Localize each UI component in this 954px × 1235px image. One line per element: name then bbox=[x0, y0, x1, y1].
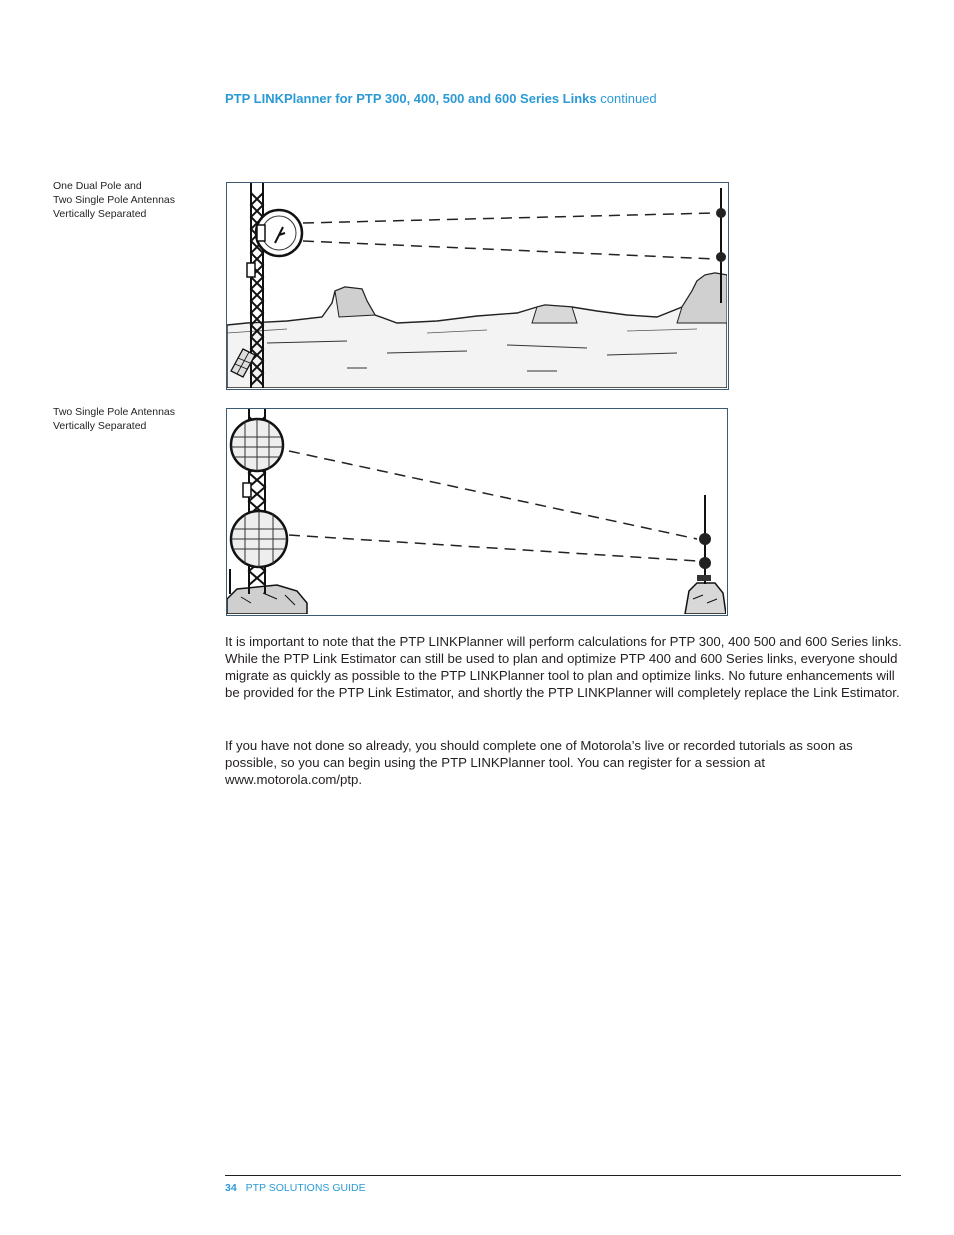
body-paragraph-2: If you have not done so already, you should complete one of Motorola’s live or recorded tutorials as soon as possible, so you can begin using the PTP LINKPlanner tool. You can register for a session at www.motorola.com/ptp. bbox=[225, 738, 853, 787]
page-footer bbox=[225, 1182, 366, 1194]
header-continued: continued bbox=[600, 91, 657, 106]
figure1-caption-line: Two Single Pole Antennas bbox=[53, 194, 176, 206]
footer-divider bbox=[225, 1175, 901, 1176]
guide-title: PTP SOLUTIONS GUIDE bbox=[245, 1182, 366, 1194]
figure2-illustration bbox=[226, 408, 728, 616]
figure2-caption-line: Two Single Pole Antennas bbox=[53, 406, 176, 418]
dual-pole-antenna-drawing bbox=[227, 183, 727, 388]
body-paragraph-1: It is important to note that the PTP LINKPlanner will perform calculations for PTP 300, 400 500 and 600 Series links. While the PTP Link Estimator can still be used to plan and optimize PTP 400 and 600 Series links, everyone should migrate as quickly as possible to the PTP LINKPlanner tool to plan and optimize links. No future enhancements will be provided for the PTP Link Estimator, and shortly the PTP LINKPlanner will completely replace the Link Estimator. bbox=[225, 634, 902, 700]
page-header bbox=[225, 91, 657, 106]
figure1-caption-line: Vertically Separated bbox=[53, 208, 147, 220]
single-pole-antennas-drawing bbox=[227, 409, 726, 614]
header-title: PTP LINKPlanner for PTP 300, 400, 500 and 600 Series Links bbox=[225, 91, 597, 106]
figure1-caption-line: One Dual Pole and bbox=[53, 180, 142, 192]
figure1-illustration bbox=[226, 182, 729, 390]
figure1-caption bbox=[53, 179, 175, 221]
page-number: 34 bbox=[225, 1182, 237, 1194]
figure2-caption bbox=[53, 405, 175, 433]
figure2-caption-line: Vertically Separated bbox=[53, 420, 147, 432]
